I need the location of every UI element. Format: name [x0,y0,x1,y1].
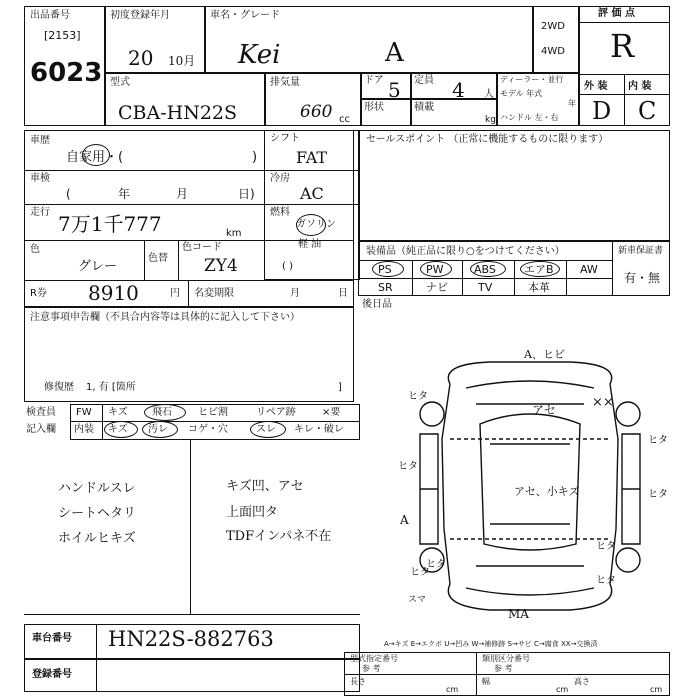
first-reg-label: 初度登録年月 [110,10,170,21]
inspector-label-1: 検査員 [26,407,56,418]
mark-left-3: ヒタ [410,567,430,578]
shift-value: FAT [296,148,328,167]
equip-airbag: エアB [524,263,554,276]
equip-sr: SR [378,281,393,294]
cc-value: 660 [300,102,333,122]
notes-label: 注意事項申告欄（不具合内容等は具体的に記入して下さい） [30,312,300,323]
drive-4wd: 4WD [541,46,565,57]
doors-value: 5 [388,78,401,102]
insp-interior: 内装 [74,424,94,435]
shift-label: シフト [270,133,300,144]
history-value: 自家用・( [66,150,124,165]
insp-required: ×要 [322,407,341,418]
repair-value: 1, 有 [箇所 [86,382,136,393]
load-label: 積載 [414,102,434,113]
cert-sub: 参 考 [362,664,381,673]
score-value: R [610,27,635,65]
color-code-label: 色コード [182,242,222,253]
grade: A [385,38,404,68]
mark-right-3: ヒタ [596,541,616,552]
ac-label: 冷房 [270,173,290,184]
equipment-label: 装備品（純正品に限り○をつけてください） [366,246,565,257]
dealer-label: ディーラー・並行 [500,75,564,84]
mileage-unit: km [226,228,242,239]
mark-front: A、ヒビ [524,348,565,361]
inspection-year: 年 [118,187,131,201]
car-diagram [380,344,680,624]
sales-box [358,130,670,242]
inspection-open: ( [66,187,71,201]
fuel-circle [296,214,326,236]
model-label: 型式 [110,77,130,88]
history-close: ) [252,150,258,165]
score-label: 評 価 点 [598,8,635,19]
drive-2wd: 2WD [541,21,565,32]
color-code-value: ZY4 [204,256,238,276]
equip-ps: PS [378,263,392,276]
fuel-gas: ガソリン [296,219,336,230]
r-unit: 円 [170,288,180,299]
insp-fw: FW [76,407,92,418]
fuel-label: 燃料 [270,207,290,218]
insp-tear: キレ・破レ [294,424,344,435]
insp-burn: コゲ・穴 [188,424,228,435]
reg-label: 登録番号 [32,669,72,680]
warranty-label: 新車保証書 [618,246,664,256]
color-change-label: 色替 [148,253,168,264]
year-suffix: 年 [568,99,576,108]
insp-scratch: キズ [108,407,128,418]
equip-abs: ABS [474,263,496,276]
equip-leather: 本革 [528,281,550,294]
chassis-label: 車台番号 [32,633,72,644]
model-value: CBA-HN22S [118,102,238,124]
length-unit: cm [446,685,459,694]
width-label: 幅 [482,677,490,686]
ext-grade: D [592,97,612,125]
mark-right-4: ヒタ [426,559,446,570]
mark-roof: アセ、小キズ [514,485,580,498]
insp-wear: スレ [256,424,276,435]
history-circle [82,144,110,166]
remark-right-1: キズ凹、アセ [226,479,304,494]
inspector-label-2: 記入欄 [26,424,56,435]
capacity-label: 定員 [414,75,434,86]
int-label: 内 装 [628,81,652,92]
ac-value: AC [300,184,324,203]
name-change-month: 月 [290,288,300,299]
history-label: 車歴 [30,135,50,146]
sales-label: セールスポイント （正常に機能するものに限ります） [366,134,609,145]
lot-number: 6023 [30,58,103,88]
equip-tv: TV [478,281,493,294]
height-unit: cm [650,685,663,694]
r-value: 8910 [88,281,139,305]
mark-rear: MA [508,607,529,621]
mark-left-1: ヒタ [408,391,428,402]
diagram-legend: A→キズ E→エクボ U→凹み W→補修跡 S→サビ C→腐食 XX→交換済 [384,640,598,648]
inspection-day: 日) [238,187,255,201]
lot-label: 出品番号 [30,10,70,21]
warranty-value: 有・無 [624,271,661,285]
drive-box [532,6,580,74]
equip-aw: AW [580,263,598,276]
remark-left-3: ホイルヒキズ [58,531,136,546]
fuel-paren: ( ) [282,261,293,272]
doors-label: ドア [364,75,384,86]
height-label: 高さ [574,677,590,686]
int-grade: C [638,97,657,125]
capacity-value: 4 [452,78,465,102]
r-label: R券 [30,288,47,299]
mark-right-1: ヒタ [648,435,668,446]
mileage-value: 7万1千777 [58,212,162,236]
length-label: 長さ [350,677,366,686]
class-label: 類別区分番号 [482,654,530,663]
first-reg-month: 10月 [168,54,196,68]
inspection-month: 月 [176,187,189,201]
mark-rear-left: スマ [408,595,426,605]
load-unit: kg [485,115,496,125]
fuel-diesel: 軽 油 [298,239,322,250]
color-label: 色 [30,244,40,255]
mark-hood: アセ [532,403,556,417]
mark-left-2: ヒタ [398,461,418,472]
repair-close: ] [338,382,342,393]
name-change-day: 日 [338,288,348,299]
capacity-unit: 人 [484,89,494,100]
class-sub: 参 考 [494,664,513,673]
handle-label: ハンドル 左・右 [500,113,559,122]
mark-xx: ×× [592,395,614,410]
insp-crack: ヒビ割 [198,407,228,418]
remark-right-2: 上面凹タ [226,505,279,520]
model-year-label: モデル 年式 [500,89,543,98]
insp-int-scratch: キズ [108,424,128,435]
inspection-label: 車検 [30,173,50,184]
reg-box [24,658,360,692]
mark-right-5: ヒタ [596,575,616,586]
equip-pw: PW [426,263,444,276]
repair-label: 修復歴 [44,382,74,393]
chassis-value: HN22S-882763 [108,627,274,651]
lot-code: [2153] [44,29,81,42]
name-change-label: 名変期限 [194,288,234,299]
remark-right-3: TDFインパネ不在 [226,529,332,544]
mark-left-a: A [400,513,409,527]
ext-label: 外 装 [584,81,608,92]
cc-label: 排気量 [270,77,300,88]
remark-left-2: シートヘタリ [58,506,137,521]
width-unit: cm [556,685,569,694]
car-name: Kei [238,40,281,70]
insp-chip: 飛石 [152,407,172,418]
shape-label: 形状 [364,102,384,113]
cert-label: 型式指定番号 [350,654,398,663]
equip-navi: ナビ [426,281,448,294]
later-label: 後日品 [362,299,392,310]
mileage-label: 走行 [30,207,50,218]
first-reg-year: 20 [128,46,154,70]
remark-left-1: ハンドルスレ [58,481,136,496]
cc-unit: cc [339,114,350,125]
name-label: 車名・グレード [210,10,280,21]
insp-repair: リペア跡 [256,407,296,418]
mark-right-2: ヒタ [648,489,668,500]
color-value: グレー [78,259,118,274]
insp-dirty: 汚レ [148,424,168,435]
